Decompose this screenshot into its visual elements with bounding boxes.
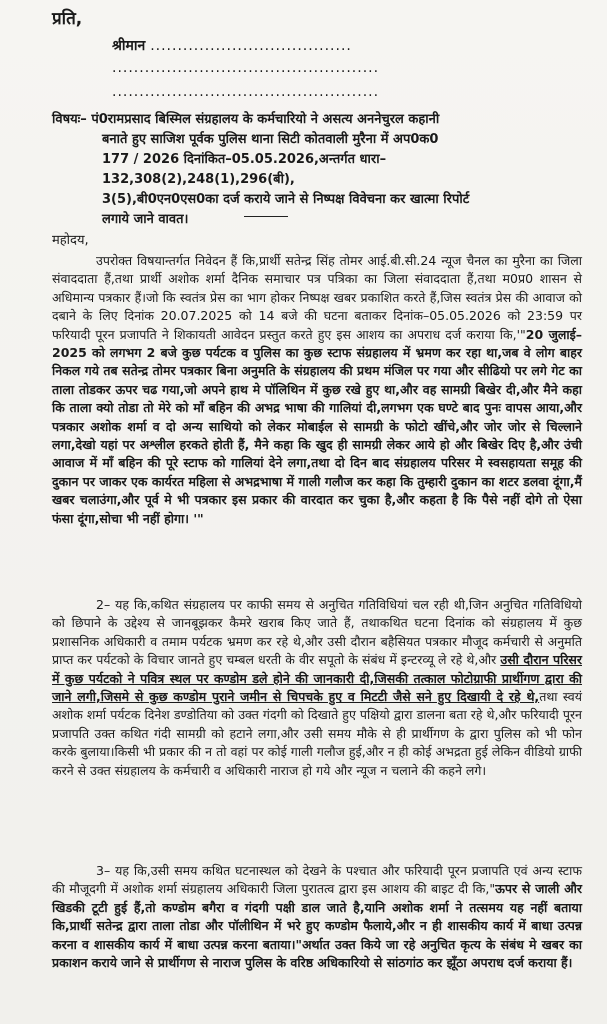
paragraph-1-complaint-quote: 20 जुलाई–2025 को लगभग 2 बजे कुछ पर्यटक व पुलिस का कुछ स्टाफ संग्रहालय में भ्रमण कर रहा था,जब वे लोग बाहर निकल गये तब सतेन्द्र तोमर पत्रकार बिना अनुमति के संग्रहालय की प्रथम मंजिल पर गया और सीढियो पर लगे गेट का ताला तोडकर ऊपर चढ गया,जो अपने हाथ मे पॉलिथिन में कुछ रखे हुए था,और वह सामग्री बिखेर दी,और मैने कहा कि ताला क्यो तोडा तो मेरे को माँ बहिन की अभद्र भाषा की गालियां दी,लगभग एक घण्टे बाद पुनः वापस आया,और पत्रकार अशोक शर्मा व दो अन्य साथियो को लेकर मोबाईल से सामग्री के फोटो खींचे,और जोर जोर से चिल्लाने लगा,देखो यहां पर अश्लील हरकते होती हैं, मैने कहा कि खुद ही सामग्री लेकर आये हो और बिखेर दिए है,और उंची आवाज में माँ बहिन की पूरे स्टाफ को गालियां देने लगा,तथा दो दिन बाद संग्रहालय परिसर मे स्वसहायता समूह की दुकान पर जाकर एक कार्यरत महिला से अभद्रभाषा में गाली गलौज कर कहा कि तुम्हारी दुकान का शटर डलवा दूंगा,मैं खबर चलाउंगा,और पूर्व मे भी पत्रकार इस प्रकार की वारदात कर चुका है,और कहता है कि पैसे नहीं दोगे तो ऐसा फंसा दूंगा,सोचा भी नहीं होगा। '" bbox=[52, 326, 582, 526]
subject-block bbox=[52, 110, 572, 230]
subject-label: विषयः– bbox=[52, 112, 92, 127]
salutation: महोदय, bbox=[52, 233, 89, 248]
paragraph-1-intro: उपरोक्त विषयान्तर्गत निवेदन हैं कि,प्रार्थी सतेन्द्र सिंह तोमर आई.बी.सी.24 न्यूज चैनल का मुरैना का जिला संवाददाता हैं,तथा प्रार्थी अशोक शर्मा दैनिक समाचार पत्र पत्रिका का जिला संवाददाता हैं,तथा म0प्र0 शासन से अधिमान्य पत्रकार हैं।जो कि स्वतंत्र प्रेस का भाग होकर निष्पक्ष खबर प्रकाशित करते हैं,जिस स्वतंत्र प्रेस की आवाज को दबाने के लिए दिनांक 20.07.2025 को 14 बजे की घटना बताकर दिनांक–05.05.2026 को 23:59 पर फरियादी पूरन प्रजापति ने शिकायती आवेदन प्रस्तुत करते हुए इस आशय का अपराध दर्ज कराया कि,'" bbox=[52, 253, 582, 342]
paragraph-3-text: यह कि,उसी समय कथित घटनास्थल को देखने के पश्चात और फरियादी पूरन प्रजापति एवं अन्य स्टाफ की मौजूदगी में अशोक शर्मा संग्रहालय अधिकारी जिला पुरातत्व द्वारा इस आशय की बाइट दी कि," bbox=[52, 863, 582, 897]
address-dots-1: ..................................... bbox=[150, 38, 352, 54]
paragraph-2 bbox=[52, 596, 582, 780]
paragraph-2-text: यह कि,कथित संग्रहालय पर काफी समय से अनुचित गतिविधियां चल रही थी,जिन अनुचित गतिविधियो को छिपाने के उद्देश्य से जानबूझकर कैमरे खराब किए जाते हैं, तथाकथित घटना दिनांक को संग्रहालय में कुछ प्रशासनिक अधिकारी व तमाम पर्यटक भ्रमण कर रहे थे,और उसी दौरान बहैसियत पत्रकार मौजूद कर्मचारी से अनुमति प्राप्त कर पर्यटको के विचार जानते हुए चम्बल धरती के वीर सपूतो के संबंध में इन्टरव्यू ले रहे थे,और bbox=[52, 597, 582, 668]
paragraph-2-text-end: तथा स्वयं अशोक शर्मा पर्यटक दिनेश डण्डोतिया को उक्त गंदगी को दिखाते हुए पक्षियो द्वारा डालना बता रहे थे,और फरियादी पूरन प्रजापति उक्त कथित गंदी सामग्री को हटाने लगा,और उसी समय मौके से ही प्रार्थीगण के द्वारा पुलिस को भी फोन करके बुलाया।किसी भी प्रकार की न तो वहां पर कोई गाली गलौज हुई,और न ही कोई अभद्रता हुई लेकिन वीडियो ग्राफी करने से उक्त संग्रहालय के कर्मचारी व अधिकारी नाराज हो गये और न्यूज न चलाने की कहने लगे। bbox=[52, 689, 582, 778]
addressee-line-2 bbox=[112, 60, 379, 76]
subject-line-2: बनाते हुए साजिश पूर्वक पुलिस थाना सिटी कोतवाली मुरैना में अप0क0 bbox=[102, 132, 439, 147]
addressee-line-3 bbox=[112, 84, 379, 100]
paragraph-1 bbox=[52, 252, 582, 528]
subject-divider bbox=[244, 216, 288, 217]
addressee-prati: प्रति, bbox=[52, 9, 83, 29]
paragraph-3 bbox=[52, 862, 582, 972]
paragraph-3-quote: ऊपर से जाली और खिडकी टूटी हुई हैं,तो कण्डोम बगैरा व गंदगी पक्षी डाल जाते है,यानि अशोक शर्मा ने तत्समय यह नहीं बताया कि,प्रार्थी सतेन्द्र द्वारा ताला तोडा और पॉलीथिन में भरे हुए कण्डोम फैलाये,और न ही शासकीय कार्य में बाधा उत्पन्न करना व शासकीय कार्य में बाधा उत्पन्न करना बताया। bbox=[52, 881, 583, 952]
shriman-label: श्रीमान bbox=[112, 38, 146, 54]
paragraph-2-number: 2– bbox=[96, 597, 111, 612]
subject-line-3: 177 / 2026 दिनांकित–05.05.2026,अन्तर्गत धारा–132,308(2),248(1),296(बी), bbox=[102, 152, 387, 187]
subject-line-5: लगाये जाने वावत। bbox=[102, 212, 189, 227]
address-dots-3: ................................................. bbox=[112, 84, 380, 100]
paragraph-2-underlined: उसी दौरान परिसर में कुछ पर्यटको ने पवित्र स्थल पर कण्डोम डले होने की जानकारी दी,जिसकी तत्काल फोटोग्राफी प्रार्थीगण द्वारा की जाने लगी,जिसमे से कुछ कण्डोम पुराने जमीन से चिपचके हुए व मिटटी जैसे सने हुए दिखायी दे रहे थे, bbox=[52, 652, 582, 705]
subject-line-4: 3(5),बी0एन0एस0का दर्ज कराये जाने से निष्पक्ष विवेचना कर खात्मा रिपोर्ट bbox=[102, 192, 470, 207]
paragraph-3-number: 3– bbox=[96, 863, 111, 878]
subject-line-1: पं0रामप्रसाद बिस्मिल संग्रहालय के कर्मचारियो ने असत्य अननेचुरल कहानी bbox=[91, 112, 440, 127]
address-dots-2: ................................................. bbox=[112, 60, 380, 76]
paragraph-3-conclusion: "अर्थात उक्त किये जा रहे अनुचित कृत्य के संबंध मे खबर का प्रकाशन कराये जाने से प्रार्थीगण से नाराज पुलिस के वरिष्ठ अधिकारियो से सांठगांठ कर झूँठा अपराध दर्ज कराया हैं। bbox=[52, 936, 583, 971]
addressee-line-1 bbox=[112, 36, 352, 55]
